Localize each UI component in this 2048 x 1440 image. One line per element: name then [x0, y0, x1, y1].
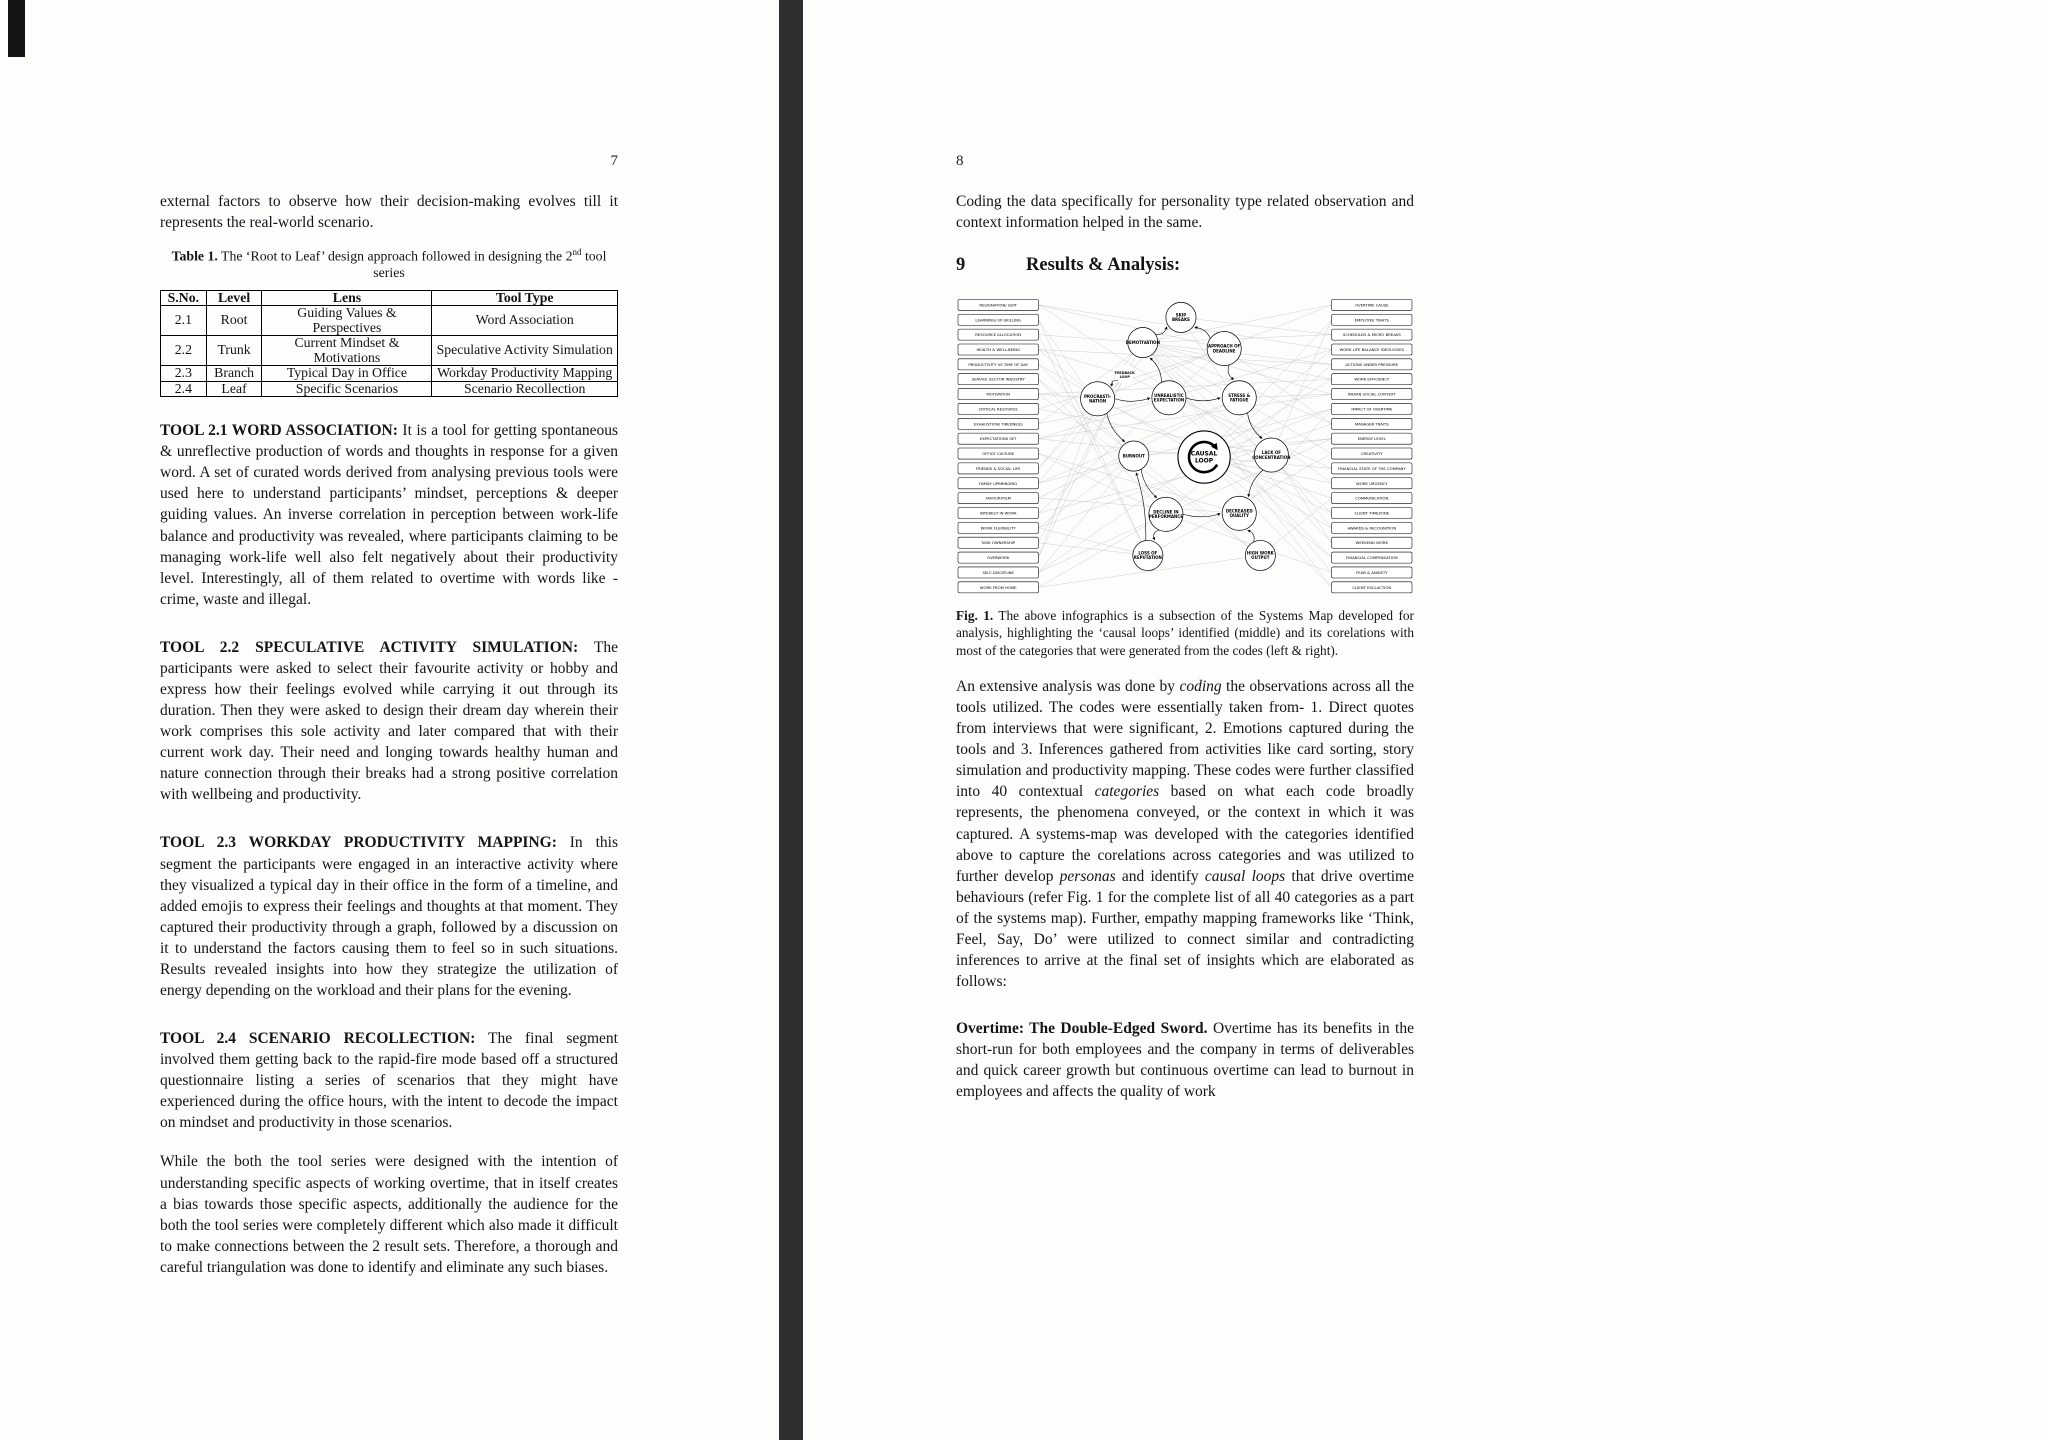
tool-sections [160, 420, 618, 1133]
figure-systems-map [956, 290, 1414, 596]
category-box-right [1332, 463, 1412, 474]
svg-text:CRITICAL RESOURCE: CRITICAL RESOURCE [978, 406, 1018, 412]
node-burnout [1119, 441, 1149, 471]
svg-text:INDIAN SOCIAL CONTEXT: INDIAN SOCIAL CONTEXT [1347, 391, 1396, 397]
svg-text:FEAR & ANXIETY: FEAR & ANXIETY [1356, 570, 1388, 576]
page-number: 8 [956, 153, 964, 169]
table-caption-tail: tool series [373, 248, 607, 280]
svg-text:PROCRASTI-NATION: PROCRASTI-NATION [1083, 394, 1112, 404]
svg-text:EXHAUSTION/ TIREDNESS: EXHAUSTION/ TIREDNESS [973, 421, 1023, 427]
node-loss-of-reputation [1133, 541, 1163, 571]
category-box-left [958, 493, 1038, 504]
table-cell: 2.2 [161, 336, 207, 366]
svg-text:UNREALISTICEXPECTATION: UNREALISTIC EXPECTATION [1153, 393, 1185, 403]
svg-text:FAVOURITISM: FAVOURITISM [985, 495, 1011, 501]
overtime-paragraph [956, 1018, 1414, 1102]
svg-text:FINANCIAL STATE OF THE COMPANY: FINANCIAL STATE OF THE COMPANY [1337, 466, 1406, 472]
category-box-left [958, 344, 1038, 355]
svg-text:CAUSALLOOP: CAUSAL LOOP [1190, 450, 1218, 465]
left-categories [958, 300, 1038, 593]
category-box-right [1332, 359, 1412, 370]
analysis-paragraph [956, 676, 1414, 992]
table-cell: Guiding Values & Perspectives [262, 306, 432, 336]
text-run: and identify [1115, 867, 1205, 885]
node-decline-in-performance [1149, 497, 1183, 531]
table-caption-text: The ‘Root to Leaf’ design approach followed in designing the 2 [221, 248, 573, 264]
systems-map-svg [956, 290, 1414, 596]
table-cell: Current Mindset & Motivations [262, 336, 432, 366]
table-header-cell: Level [206, 290, 262, 305]
table-row [161, 336, 618, 366]
table-cell: 2.1 [161, 306, 207, 336]
tool-section-heading: TOOL 2.3 WORKDAY PRODUCTIVITY MAPPING: [160, 834, 557, 852]
svg-text:DEMOTIVATION: DEMOTIVATION [1125, 340, 1160, 346]
svg-text:HEALTH & WELL-BEING: HEALTH & WELL-BEING [976, 347, 1020, 353]
table-header-cell: Lens [262, 290, 432, 305]
page-8-content [956, 153, 1414, 1102]
category-box-left [958, 404, 1038, 415]
tool-section-heading: TOOL 2.2 SPECULATIVE ACTIVITY SIMULATION: [160, 638, 579, 656]
section-heading [956, 255, 1414, 276]
node-causal-loop [1178, 431, 1230, 483]
svg-text:OVERTIME CAUSE: OVERTIME CAUSE [1355, 302, 1389, 308]
node-skip-breaks [1166, 303, 1196, 333]
section-title: Results & Analysis: [1026, 255, 1181, 276]
text-run: the observations across all the tools utilized. The codes were essentially taken from- 1. Direct quotes from interviews that were significant, 2. Emotions captured during the tools and 3. Inferences gathered from activities like card sorting, story simulation and productivity mapping. These codes were further classified into 40 contextual [956, 678, 1414, 801]
node-demotivation [1126, 328, 1160, 358]
table-caption [160, 247, 618, 281]
table-cell: Trunk [206, 336, 262, 366]
tool-design-table [160, 290, 618, 397]
svg-text:SERVICE SECTOR INDUSTRY: SERVICE SECTOR INDUSTRY [971, 376, 1025, 382]
svg-text:FAMILY UPBRINGING: FAMILY UPBRINGING [979, 480, 1018, 486]
svg-text:MANAGER TRAITS: MANAGER TRAITS [1354, 421, 1389, 427]
tool-section-paragraph: TOOL 2.3 WORKDAY PRODUCTIVITY MAPPING: In this segment the participants were engaged in an interactive activity where they visualized a typical day in their office in the form of a timeline, and added emojis to express their feelings and thoughts at that moment. They captured their productivity through a graph, followed by a discussion on it to understand the factors causing them to feel so in such situations. Results revealed insights into how they strategize the utilization of energy depending on the workload and their plans for the evening. [160, 834, 618, 1000]
continuation-paragraph: Coding the data specifically for personality type related observation and context information helped in the same. [956, 193, 1414, 232]
node-lack-of-concentration [1252, 438, 1290, 472]
category-box-left [958, 582, 1038, 593]
svg-text:EMPLOYEE TRAITS: EMPLOYEE TRAITS [1354, 317, 1389, 323]
category-box-right [1332, 493, 1412, 504]
figure-caption-text: The above infographics is a subsection of the Systems Map developed for analysis, highlighting the ‘causal loops’ identified (middle) and its corelations with most of the categories that were generated from the codes (left & right). [956, 608, 1414, 658]
section-number: 9 [956, 255, 966, 276]
svg-text:PRODUCTIVITY VS TIME OF DAY: PRODUCTIVITY VS TIME OF DAY [968, 362, 1029, 368]
category-box-left [958, 523, 1038, 534]
category-box-right [1332, 433, 1412, 444]
text-run: An extensive analysis was done by [956, 678, 1180, 695]
category-box-right [1332, 329, 1412, 340]
node-unrealistic-expectation [1152, 381, 1186, 415]
category-box-left [958, 300, 1038, 311]
category-box-right [1332, 374, 1412, 385]
category-box-left [958, 418, 1038, 429]
node-decreased-quality [1222, 496, 1256, 530]
svg-text:WORK LIFE BALANCE IDEOLOGIES: WORK LIFE BALANCE IDEOLOGIES [1339, 347, 1405, 353]
svg-text:DECREASEDQUALITY: DECREASED QUALITY [1225, 508, 1253, 519]
svg-text:ACTIONS UNDER PRESSURE: ACTIONS UNDER PRESSURE [1345, 362, 1399, 368]
svg-text:FEEDBACKLOOP: FEEDBACK LOOP [1114, 371, 1135, 380]
svg-text:OVERWORK: OVERWORK [987, 555, 1010, 561]
table-cell: Typical Day in Office [262, 366, 432, 381]
page-7 [0, 0, 779, 1440]
svg-text:FRIENDS & SOCIAL LIFE: FRIENDS & SOCIAL LIFE [975, 466, 1021, 472]
svg-text:TASK OWNERSHIP: TASK OWNERSHIP [981, 540, 1016, 546]
category-box-left [958, 537, 1038, 548]
table-header-cell: S.No. [161, 290, 207, 305]
tool-section-paragraph: TOOL 2.4 SCENARIO RECOLLECTION: The final segment involved them getting back to the rapid-fire mode based off a structured questionnaire listing a series of scenarios that they might have experienced during the office hours, with the intent to decode the impact on mindset and productivity in those scenarios. [160, 1030, 618, 1132]
svg-text:LOSS OFREPUTATION: LOSS OF REPUTATION [1133, 550, 1162, 561]
tool-section-paragraph: TOOL 2.1 WORD ASSOCIATION: It is a tool for getting spontaneous & unreflective production of words and thoughts in response for a given word. A set of curated words derived from analysing previous tools were used here to understand participants’ mindset, perceptions & deeper guiding values. An inverse correlation in perception between work-life balance and productivity was revealed, where participants claiming to be managing work-life well also felt negatively about their productivity level. Interestingly, all of them related to overtime with words like - crime, waste and illegal. [160, 422, 618, 608]
svg-text:FINANCIAL COMPENSATION: FINANCIAL COMPENSATION [1345, 555, 1398, 561]
category-box-right [1332, 567, 1412, 578]
svg-text:WORK URGENCY: WORK URGENCY [1356, 480, 1388, 486]
right-categories [1332, 300, 1412, 593]
table-row [161, 381, 618, 396]
svg-text:CLIENT TIMEZONE: CLIENT TIMEZONE [1354, 510, 1390, 516]
svg-text:LACK OFCONCENTRATION: LACK OF CONCENTRATION [1252, 450, 1291, 460]
category-box-left [958, 508, 1038, 519]
svg-text:INTEREST IN WORK: INTEREST IN WORK [979, 510, 1017, 516]
table-cell: Speculative Activity Simulation [432, 336, 618, 366]
category-box-left [958, 389, 1038, 400]
tool-section-heading: TOOL 2.4 SCENARIO RECOLLECTION: [160, 1030, 476, 1048]
table-cell: Word Association [432, 306, 618, 336]
closing-paragraph: While the both the tool series were designed with the intention of understanding specific aspects of working overtime, that in itself creates a bias towards those specific aspects, additionally the audience for the both the tool series were completely different which also made it difficult to make connections between the 2 result sets. Therefore, a thorough and careful triangulation was done to identify and eliminate any such biases. [160, 1153, 618, 1276]
svg-text:IMPACT OF OVERTIME: IMPACT OF OVERTIME [1351, 406, 1393, 412]
viewer-edge-notch [8, 0, 25, 57]
category-box-left [958, 478, 1038, 489]
svg-text:APPROACH OFDEADLINE: APPROACH OF DEADLINE [1208, 343, 1241, 354]
table-cell: Branch [206, 366, 262, 381]
italic-term: causal loops [1204, 867, 1286, 885]
category-box-right [1332, 582, 1412, 593]
svg-text:RESOURCE ALLOCATION: RESOURCE ALLOCATION [975, 332, 1022, 338]
svg-text:OFFICE CULTURE: OFFICE CULTURE [982, 451, 1015, 457]
node-feedback-loop [1115, 366, 1136, 384]
svg-text:ENERGY LEVEL: ENERGY LEVEL [1357, 436, 1386, 442]
table-caption-label: Table 1. [171, 248, 218, 264]
table-cell: Scenario Recollection [432, 381, 618, 396]
svg-text:SKIPBREAKS: SKIP BREAKS [1172, 312, 1190, 323]
table-cell: Specific Scenarios [262, 381, 432, 396]
table-cell: 2.3 [161, 366, 207, 381]
category-box-left [958, 552, 1038, 563]
category-box-right [1332, 389, 1412, 400]
category-box-left [958, 359, 1038, 370]
category-box-right [1332, 418, 1412, 429]
category-box-left [958, 433, 1038, 444]
svg-text:RESIGNATION/ QUIT: RESIGNATION/ QUIT [979, 302, 1017, 308]
category-box-right [1332, 478, 1412, 489]
node-stress-fatigue [1222, 381, 1256, 415]
table-cell: 2.4 [161, 381, 207, 396]
table-cell: Root [206, 306, 262, 336]
table-header-cell: Tool Type [432, 290, 618, 305]
category-box-left [958, 567, 1038, 578]
node-high-work-output [1245, 541, 1275, 571]
overtime-heading: Overtime: The Double-Edged Sword. [956, 1020, 1208, 1038]
svg-text:WORK FLEXIBILITY: WORK FLEXIBILITY [980, 525, 1016, 531]
category-box-right [1332, 344, 1412, 355]
node-procrastination [1081, 382, 1115, 416]
category-box-left [958, 448, 1038, 459]
table-body [161, 306, 618, 397]
category-box-right [1332, 448, 1412, 459]
svg-text:STRESS &FATIGUE: STRESS & FATIGUE [1228, 393, 1251, 403]
tool-section-heading: TOOL 2.1 WORD ASSOCIATION: [160, 422, 398, 440]
text-run: based on what each code broadly represents, the phenomena conveyed, or the context in which it was captured. A systems-map was developed with the categories identified above to capture the corelations across categories and was utilized to further develop [956, 783, 1415, 885]
overtime-body: Overtime has its benefits in the short-run for both employees and the company in terms of deliverables and quick career growth but continuous overtime can lead to burnout in employees and affects the quality of work [956, 1020, 1414, 1101]
svg-text:EXPECTATIONS SET: EXPECTATIONS SET [979, 436, 1017, 442]
category-box-right [1332, 523, 1412, 534]
text-run: that drive overtime behaviours (refer Fig. 1 for the complete list of all 40 categories as a part of the systems map). Further, empathy mapping frameworks like ‘Think, Feel, Say, Do’ were utilized to connect similar and contradicting inferences to arrive at the final set of insights which are elaborated as follows: [956, 867, 1414, 991]
table-row [161, 366, 618, 381]
svg-text:WORK FROM HOME: WORK FROM HOME [979, 584, 1017, 590]
category-box-left [958, 463, 1038, 474]
table-row [161, 306, 618, 336]
page-7-content [160, 153, 618, 1278]
category-box-right [1332, 552, 1412, 563]
category-box-right [1332, 404, 1412, 415]
svg-text:SCHEDULED & MICRO BREAKS: SCHEDULED & MICRO BREAKS [1342, 332, 1401, 338]
svg-text:CREATIVITY: CREATIVITY [1360, 451, 1383, 457]
continuation-paragraph: external factors to observe how their decision-making evolves till it represents the real-world scenario. [160, 193, 618, 232]
table-header-row [161, 290, 618, 305]
svg-text:AWARDS & RECOGNITION: AWARDS & RECOGNITION [1347, 525, 1397, 531]
figure-caption [956, 607, 1414, 659]
svg-text:MOTIVATION: MOTIVATION [986, 391, 1011, 397]
page-number: 7 [610, 153, 618, 169]
svg-text:COMMUNICATION: COMMUNICATION [1355, 495, 1389, 501]
svg-text:SELF-DISCIPLINE: SELF-DISCIPLINE [982, 570, 1014, 576]
figure-caption-label: Fig. 1. [956, 608, 994, 624]
svg-text:DECLINE INPERFORMANCE: DECLINE IN PERFORMANCE [1148, 509, 1183, 520]
table-caption-sup: nd [572, 247, 582, 258]
svg-text:HIGH WORKOUTPUT: HIGH WORK OUTPUT [1246, 550, 1274, 561]
category-box-left [958, 329, 1038, 340]
table-cell: Leaf [206, 381, 262, 396]
page-8 [803, 0, 2048, 1440]
italic-term: personas [1059, 867, 1116, 885]
svg-text:BURNOUT: BURNOUT [1122, 453, 1145, 459]
tool-section-paragraph: TOOL 2.2 SPECULATIVE ACTIVITY SIMULATION: The participants were asked to select their favourite activity or hobby and express how their feelings evolved while carrying it out through its duration. Then they were asked to design their dream day wherein their work comprises this sole activity and later compared that with their current work day. Their need and longing towards healthy human and nature connection through their breaks had a strong positive correlation with wellbeing and productivity. [160, 638, 618, 804]
category-box-left [958, 314, 1038, 325]
italic-term: categories [1094, 783, 1160, 801]
category-box-left [958, 374, 1038, 385]
category-box-right [1332, 314, 1412, 325]
italic-term: coding [1179, 678, 1222, 695]
category-box-right [1332, 300, 1412, 311]
category-box-right [1332, 537, 1412, 548]
svg-text:WORK EFFICIENCY: WORK EFFICIENCY [1354, 376, 1390, 382]
node-approach-of-deadline [1207, 332, 1241, 366]
table-cell: Workday Productivity Mapping [432, 366, 618, 381]
svg-text:WEEKEND WORK: WEEKEND WORK [1355, 540, 1388, 546]
svg-text:CLIENT ESCLACTION: CLIENT ESCLACTION [1352, 584, 1392, 590]
svg-text:LEARNING/ UP-SKILLING: LEARNING/ UP-SKILLING [975, 317, 1021, 323]
category-box-right [1332, 508, 1412, 519]
